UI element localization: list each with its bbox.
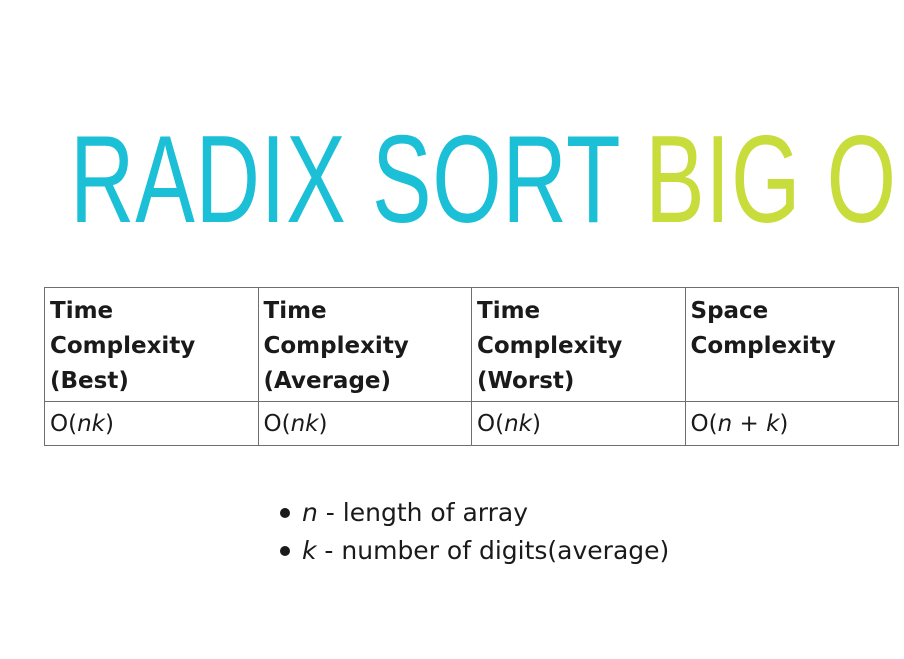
header-line: Time	[477, 298, 541, 324]
legend-item-k	[302, 532, 669, 570]
header-time-average	[258, 288, 472, 402]
header-line: Time	[263, 298, 327, 324]
title-big-o: BIG O	[645, 111, 897, 249]
legend-text: - number of digits(average)	[316, 536, 670, 565]
header-line: Complexity	[477, 333, 623, 359]
variable-legend	[282, 494, 669, 570]
cell-text: O(	[690, 411, 718, 437]
header-time-best	[45, 288, 259, 402]
cell-text: )	[104, 411, 114, 437]
cell-operator: +	[732, 411, 767, 437]
header-line: (Worst)	[477, 368, 575, 394]
header-line: Complexity	[50, 333, 196, 359]
cell-text: O(	[50, 411, 78, 437]
complexity-table	[44, 287, 899, 446]
cell-time-best	[45, 402, 259, 446]
bullet-icon	[280, 508, 290, 518]
cell-time-worst	[472, 402, 686, 446]
legend-item-n	[302, 494, 669, 532]
header-line: (Best)	[50, 368, 129, 394]
cell-space	[685, 402, 899, 446]
cell-var: k	[766, 411, 780, 437]
cell-var: nk	[77, 411, 105, 437]
legend-text: - length of array	[317, 498, 529, 527]
cell-time-average	[258, 402, 472, 446]
legend-var: k	[302, 536, 317, 565]
cell-var: nk	[504, 411, 532, 437]
header-row	[45, 288, 899, 402]
cell-var: n	[717, 411, 733, 437]
cell-text: O(	[263, 411, 291, 437]
header-space	[685, 288, 899, 402]
bullet-icon	[280, 546, 290, 556]
header-line: Complexity	[263, 333, 409, 359]
header-line: Time	[50, 298, 114, 324]
cell-text: O(	[477, 411, 505, 437]
legend-var: n	[302, 498, 318, 527]
value-row	[45, 402, 899, 446]
header-line: (Average)	[263, 368, 392, 394]
cell-var: nk	[290, 411, 319, 437]
slide-title	[70, 111, 897, 249]
header-time-worst	[472, 288, 686, 402]
cell-text: )	[779, 411, 789, 437]
title-radix-sort: RADIX SORT	[70, 111, 620, 249]
header-line: Complexity	[690, 333, 836, 359]
cell-text: )	[318, 411, 328, 437]
cell-text: )	[531, 411, 541, 437]
header-line: Space	[690, 298, 769, 324]
